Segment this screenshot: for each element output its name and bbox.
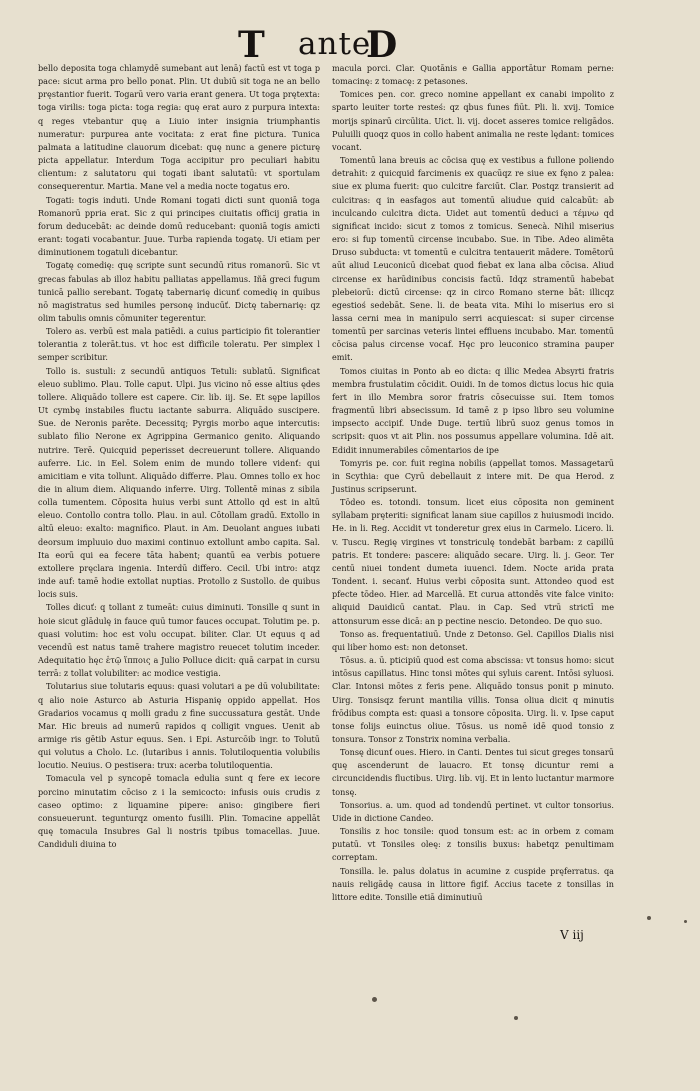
entry-paragraph: Tonsilis z hoc tonsile: quod tonsum est: ac in orbem z comam putatū. vt Tonsiles oleę: z tonsilis buxus: habetqz penultimam correptam. (332, 826, 614, 863)
entry-paragraph: Tonsę dicunť oues. Hiero. in Canti. Dentes tui sicut greges tonsarū quę ascenderunt de lauacro. Et tonsę dicuntur remi a circuncidendis fluctibus. Uirg. lib. vij. Et in lento luctantur marmore tonsę. (332, 747, 615, 797)
entry-paragraph: Tomos ciuitas in Ponto ab eo dicta: q illic Medea Absyrti fratris membra frustulatim cōcidit. Ouidi. In de tomos dictus locus hic quia fert in illo Membra soror fratris cōsecuisse sui. Item tomos fragmentū libri absecissum. Id tamē z p ipso libro seu volumine impsecto accipif. Unde Duge. tertiū librū suoz genus tomos in scripsit: quos vt ait Plin. nos possumus appellare volumina. Idē ait. Edidit innumerabiles cōmentarios de ipe (332, 365, 614, 455)
entry-paragraph: Tolutarius siue tolutaris equus: quasi volutari a pe dū volubilitate: q alio noie Asturco ab Asturia Hispanię oppido appellat. Hos Gradarios vocamus q molli gradu z fine succussatura gestāt. Unde Mar. Hic breuis ad numerū rapidos q colligit vngues. Uenit ab armige ris gētib Astur equus. Sen. i Epi. Asturcōib ingr. to Tolutū qui volutus a Cholo. Lc. (lutaribus i annis. Tolutiloquentia volubilis locutio. Neuius. O pestisera: trux: acerba tolutiloquentia. (38, 681, 320, 771)
paper-spot (372, 997, 377, 1002)
entry-paragraph: Tonso as. frequentatiuū. Unde z Detonso. Gel. Capillos Dialis nisi qui liber homo est: non detonset. (332, 628, 614, 652)
paper-spot (684, 920, 687, 923)
decorated-initial-left: T (238, 24, 265, 66)
entry-paragraph: Tonsorius. a. um. quod ad tondendū pertinet. vt cultor tonsorius. Uide in dictione Candeo. (332, 799, 614, 823)
signature-mark: V iij (560, 928, 584, 942)
entry-paragraph: Tolles dicuť: q tollant z tumeāt: cuius diminuti. Tonsille q sunt in hoie sicut glādulę in fauce quū tumor fauces occupat. Tolutim pe. p. quasi volutim: hoc est volu occupat. biliter. Clar. Ut equus q ad vecendū est natus tamē trahere magistro reuecet tolutim inceder. Adequitatio hęc ἑτῷ ἵπποις a Julio Polluce dicit: quā carpat in cursu terrā: z tollat volubiliter: ac modice vestigia. (38, 602, 320, 679)
right-column (332, 62, 614, 904)
entry-paragraph: Tōsus. a. ū. pticipiū quod est coma abscissa: vt tonsus homo: sicut intōsus capillatus. Hinc tonsi mōtes qui syluis carent. Intōsi syluosi. Clar. Intonsi mōtes z feris pene. Aliquādo tonsus ponit p minuto. Uirg. Tonsisqz ferunt mantilia villis. Tonsa oliua dicit q minutis frōdibus compta est: quasi a tonsore cōposita. Uirg. li. v. Ipse caput tonse folijs euinctus oliue. Tōsus. us nomē idē quod tonsio z tonsura. Tonsor z Tonstrix nomina verbalia. (332, 655, 614, 744)
entry-paragraph: Tomentū lana breuis ac cōcisa quę ex vestibus a fullone poliendo detrahit: z quicquid farcimenis ex quacūqz re siue ex fęno z palea: siue ex pluma fuerit: quo culcitre farciūt. Clar. Postqz transierit ad culcitras: q in easfagos aut tomentū aliudue quid calcabūt: ab inculcando culcitra dicta. Uidet aut tomentū deduci a τέμνω qd significat incido: sicut z tomos z tomicus. Senecà. Nihil miserius ero: si fup tomentū circense incubabo. Sue. in Tibe. Adeo alimēta Druso subducta: vt tomentū e culcitra tentauerit mādere. Tomētorū aūt aliud Leuconicū dicebat quod fiebat ex lana alba cōcisa. Aliud circense ex harūdinibus concisis factū. Idqz stramentū habebat plebeiorū: dictū circense: qz in circo Romano sterne bāt: illicqz egestioś sedebāt. Sene. li. de beata vita. Mihi lo miserius ero si lassa cerni mea in manipulo serri acquiescat: si super circense tomentū per sarcinas veteris lintei effluens incubabo. Mar. tomentū cōcisa palus circense vocaf. Hęc pro leuconico stramina pauper emit. (332, 155, 614, 363)
decorated-initial-right: D (366, 24, 398, 66)
running-head (0, 24, 700, 64)
entry-paragraph: Tomacula vel p syncopē tomacla edulia sunt q fere ex iecore porcino minutatim cōciso z i la semicocto: infusis ouis crudis z caseo optimo: z liquamine pipere: aniso: gingibere fieri consueuerunt. tegunturqz omento fusilli. Plin. Tomacine appellāt quę tomacula Insubres Gal li nostris tpibus tomacellas. Juue. Candiduli diuina to (38, 773, 320, 850)
entry-paragraph: Tolero as. verbū est mala patiēdi. a cuius participio fit tolerantier tolerantia z tolerāt.tus. vt hoc est difficile toleratu. Per simplex l semper scribitur. (38, 326, 320, 363)
entry-paragraph: Tōdeo es. totondi. tonsum. licet eius cōposita non geminent syllabam pręteriti: significat lanam siue capillos z huiusmodi incido. He. in li. Reg. Accidit vt tonderetur grex eius in Carmelo. Licero. li. v. Tuscu. Regię virgines vt tonstriculę tondebāt barbam: z capillū patris. Et tondere: pascere: aliquādo secare. Uirg. li. j. Geor. Ter centū niuei tondent dumeta iuuenci. Idem. Nocte arida prata Tondent. i. secanť. Huius verbi cōposita sunt. Attondeo quod est pfecte tōdeo. Hier. ad Marcellā. Et curua attondēs vite falce vinito: aliquid Dauidicū cantat. Plau. in Cap. Sed vtrū strictī me attonsurum esse dicā: an p pectine nescio. Detondeo. De quo suo. (332, 497, 614, 626)
entry-paragraph: macula porci. Clar. Quotānis e Gallia apportātur Romam perne: tomacinę: z tomacę: z petasones. (332, 63, 614, 87)
entry-paragraph: Tomices pen. cor. greco nomine appellant ex canabi impolito z sparto leuiter torte resteś: qz qbus funes fiūt. Pli. li. xvij. Tomice morijs spinarū circūlita. Uict. li. vij. docet asseres tomice religādos. Puluilli quoqz quos in collo habent animalia ne reste lędant: tomices vocant. (332, 89, 614, 152)
entry-paragraph: Togatę comedię: quę scripte sunt secundū ritus romanorū. Sic vt grecas fabulas ab illoz habitu palliatas appellamus. Iñā greci fugum tunicā pallio serebant. Togatę tabernarię dicunť comedię in quibus nō magistratus sed humiles personę inducūť. Dictę tabernarię: qz olim tabulis omnis cōmuniter tegerentur. (38, 260, 320, 323)
entry-paragraph: Tomyris pe. cor. fuit regina nobilis (appellat tomos. Massagetarū in Scythia: que Cyrū debellauit z intere mit. De qua Herod. z Justinus scripserunt. (332, 457, 614, 494)
page-title: ante (298, 26, 372, 62)
entry-paragraph: Tollo is. sustuli: z secundū antiquos Tetuli: sublatū. Significat eleuo sublimo. Plau. Tolle caput. Ulpi. Jus vicino nō esse altius ędes tollere. Aliquādo tollere est capere. Cir. lib. iij. Se. Et sępe lapillos Ut cymbę instabiles fluctu iactante saburra. Aliquādo suscipere. Sue. de Neronis parēte. Decessitq; Pyrgis morbo aque intercutis: sublato filio Nerone ex Agrippina Germanico genito. Aliquando nutrire. Terē. Quicquid peperisset decreuerunt tollere. Aliquando auferre. Lic. in Eel. Solem enim de mundo tollere videnť: qui amicitiam e vita tollunt. Aliquādo differre. Plau. Omnes tollo ex hoc die in alium diem. Aliquando inferre. Uirg. Tollentē minas z sibila colla tumentem. Cōposita huius verbi sunt Attollo qd est in altū eleuo. Contollo contra tollo. Plau. in aul. Cōtollam gradū. Extollo in altū eleuo: exalto: magnifico. Plaut. in Am. Deuolant angues iubati deorsum impluuio duo maximi continuo extollunt ambo capita. Sal. Ita eorū qui ea fecere tāta habent; quantū ea verbis potuere extollere pręclara ingenia. Interdū differo. Cecil. Ubi intro: atqz inde auf: tamē hodie extollat nuptias. Protollo z Sustollo. de quibus locis suis. (38, 365, 320, 600)
entry-paragraph: bello deposita toga chlamydē sumebant aut lenā) factū est vt toga p pace: sicut arma pro bello ponat. Plin. Ut dubiū sit toga ne an bello pręstantior fuerit. Togarū vero varia erant genera. Ut toga prętexta: toga virilis: toga picta: toga regia: quę erat auro z purpura intexta: q reges vtebantur quę a Liuio inter insignia triumphantis numeratur: purpurea ante vocitata: z erat fine pictura. Tunica palmata a latitudine clauorum dicebat: quę nunc a genere picturę picta appellatur. Interdum Toga accipitur pro peculiari habitu clientum: z salutatoru qui togati ibant salutatū: vt sportulam consequerentur. Martia. Mane vel a media nocte togatus ero. (38, 63, 320, 192)
paper-spot (514, 1016, 518, 1020)
entry-paragraph: Togati: togis induti. Unde Romani togati dicti sunt quoniā toga Romanorū ppria erat. Sic z qui principes ciuitatis officij gratia in forum deducebāt: ac deinde domū reducebant: quoniā togis amicti erant: togati vocabantur. Juue. Turba rapienda togatę. Ui etiam per diminutionem togatuli dicebantur. (38, 194, 320, 258)
entry-paragraph: Tonsilla. le. palus dolatus in acumine z cuspide pręferratus. qa nauis religādę causa in littore figif. Accius tacete z tonsillas in littore edite. Tonsille etiā diminutiuū (332, 865, 614, 902)
paper-spot (647, 916, 651, 920)
left-column (38, 62, 320, 851)
